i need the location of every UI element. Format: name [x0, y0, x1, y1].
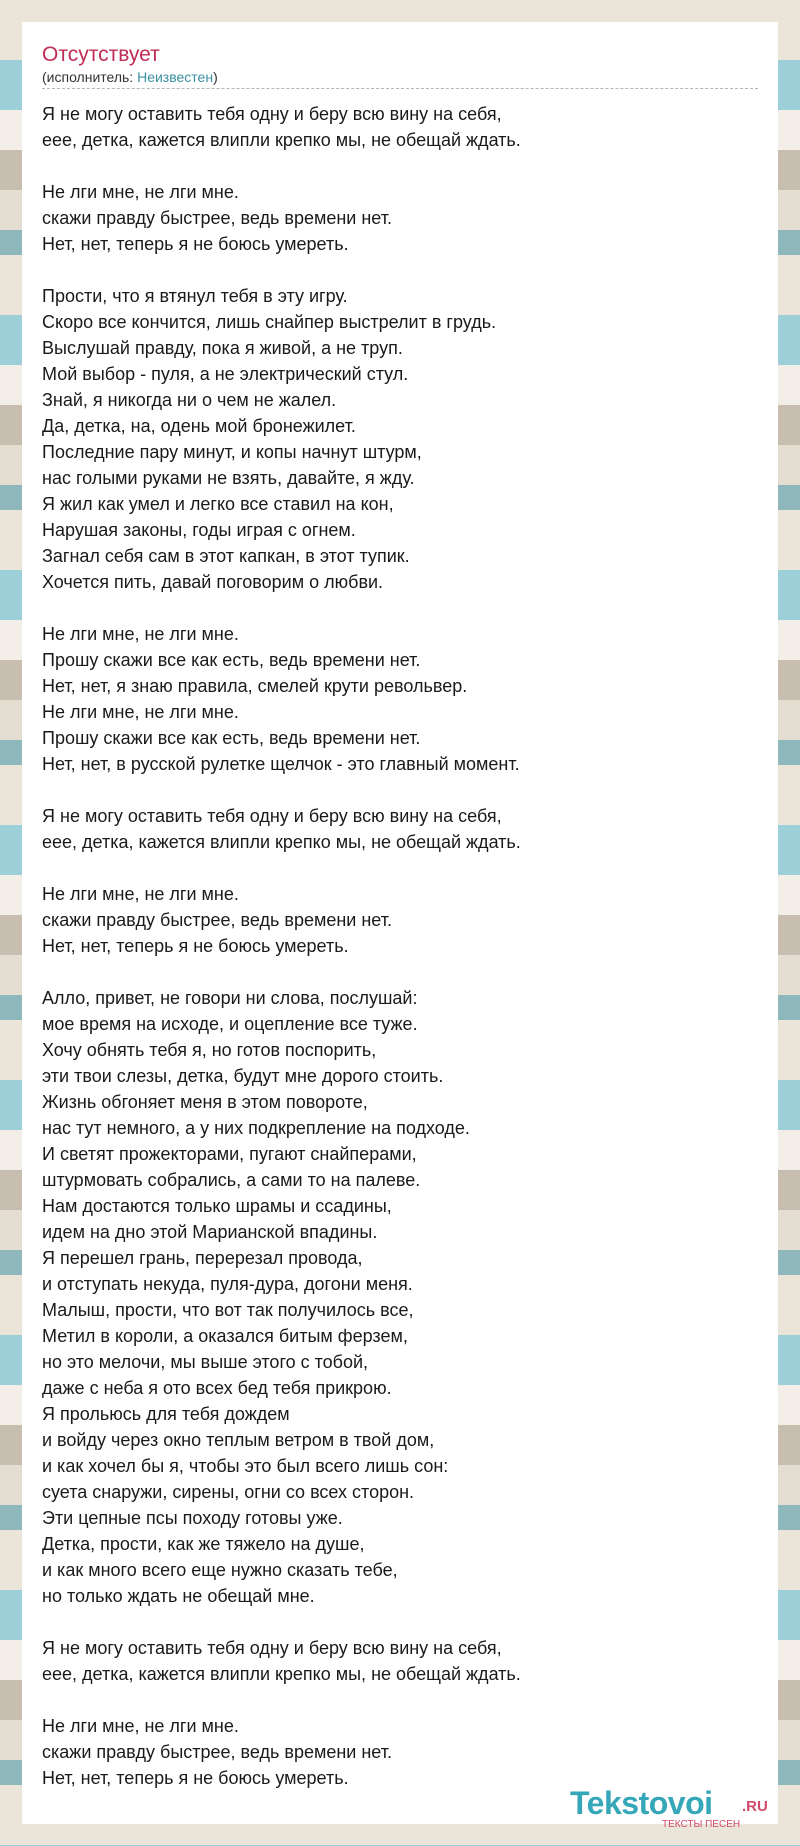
artist-suffix: ) [213, 69, 218, 85]
lyric-line: нас тут немного, а у них подкрепление на подходе. [42, 1118, 470, 1138]
lyric-line: Я прольюсь для тебя дождем [42, 1404, 290, 1424]
artist-line [42, 68, 758, 89]
lyric-line: Прости, что я втянул тебя в эту игру. [42, 286, 348, 306]
lyric-line: Эти цепные псы походу готовы уже. [42, 1508, 343, 1528]
lyric-line: Прошу скажи все как есть, ведь времени нет. [42, 728, 421, 748]
lyric-line: Не лги мне, не лги мне. [42, 1716, 239, 1736]
lyric-line: Хочется пить, давай поговорим о любви. [42, 572, 384, 592]
lyric-line: Метил в короли, а оказался битым ферзем, [42, 1326, 408, 1346]
lyric-line: Выслушай правду, пока я живой, а не труп. [42, 338, 403, 358]
lyric-line: Малыш, прости, что вот так получилось все, [42, 1300, 414, 1320]
artist-prefix: (исполнитель: [42, 69, 138, 85]
logo-tagline: ТЕКСТЫ ПЕСЕН [662, 1819, 741, 1830]
lyric-line: Я жил как умел и легко все ставил на кон, [42, 494, 394, 514]
lyric-line: Нет, нет, теперь я не боюсь умереть. [42, 1768, 349, 1788]
lyric-line: Я не могу оставить тебя одну и беру всю вину на себя, [42, 104, 502, 124]
lyric-line: Детка, прости, как же тяжело на душе, [42, 1534, 365, 1554]
stanza-gap [42, 257, 758, 283]
lyric-line: еее, детка, кажется влипли крепко мы, не обещай ждать. [42, 832, 521, 852]
lyric-line: штурмовать собрались, а сами то на палеве. [42, 1170, 421, 1190]
lyric-line: Да, детка, на, одень мой бронежилет. [42, 416, 356, 436]
lyric-line: но это мелочи, мы выше этого с тобой, [42, 1352, 369, 1372]
lyric-line: Нет, нет, в русской рулетке щелчок - это главный момент. [42, 754, 520, 774]
lyric-line: Нам достаются только шрамы и ссадины, [42, 1196, 392, 1216]
lyric-line: Хочу обнять тебя я, но готов поспорить, [42, 1040, 377, 1060]
stanza-gap [42, 153, 758, 179]
lyric-line: Нет, нет, я знаю правила, смелей крути револьвер. [42, 676, 468, 696]
lyric-line: Не лги мне, не лги мне. [42, 182, 239, 202]
stanza-gap [42, 855, 758, 881]
lyric-line: скажи правду быстрее, ведь времени нет. [42, 910, 392, 930]
lyric-line: Я не могу оставить тебя одну и беру всю вину на себя, [42, 1638, 502, 1658]
lyric-line: идем на дно этой Марианской впадины. [42, 1222, 378, 1242]
lyric-line: нас голыми руками не взять, давайте, я жду. [42, 468, 415, 488]
artist-link[interactable]: Неизвестен [137, 69, 214, 85]
lyric-line: и как много всего еще нужно сказать тебе, [42, 1560, 398, 1580]
lyric-line: Алло, привет, не говори ни слова, послушай: [42, 988, 418, 1008]
lyric-line: Я перешел грань, перерезал провода, [42, 1248, 363, 1268]
lyric-line: но только ждать не обещай мне. [42, 1586, 315, 1606]
lyric-line: и войду через окно теплым ветром в твой дом, [42, 1430, 435, 1450]
lyric-line: Нет, нет, теперь я не боюсь умереть. [42, 234, 349, 254]
stanza-gap [42, 1609, 758, 1635]
lyric-line: скажи правду быстрее, ведь времени нет. [42, 208, 392, 228]
lyric-line: мое время на исходе, и оцепление все туже. [42, 1014, 418, 1034]
lyric-line: суета снаружи, сирены, огни со всех сторон. [42, 1482, 415, 1502]
lyrics-body [42, 101, 758, 1791]
lyric-line: Я не могу оставить тебя одну и беру всю вину на себя, [42, 806, 502, 826]
lyric-line: еее, детка, кажется влипли крепко мы, не обещай ждать. [42, 1664, 521, 1684]
song-title: Отсутствует [42, 43, 160, 66]
logo-wordmark: Tekstovoi [570, 1785, 713, 1821]
lyric-line: Последние пару минут, и копы начнут штурм, [42, 442, 422, 462]
stanza-gap [42, 777, 758, 803]
logo-domain: .RU [742, 1798, 768, 1815]
lyric-line: и отступать некуда, пуля-дура, догони меня. [42, 1274, 413, 1294]
lyric-line: Нет, нет, теперь я не боюсь умереть. [42, 936, 349, 956]
lyric-line: И светят прожекторами, пугают снайперами, [42, 1144, 417, 1164]
lyric-line: Мой выбор - пуля, а не электрический стул. [42, 364, 409, 384]
lyric-line: еее, детка, кажется влипли крепко мы, не обещай ждать. [42, 130, 521, 150]
lyric-line: Прошу скажи все как есть, ведь времени нет. [42, 650, 421, 670]
lyric-line: Скоро все кончится, лишь снайпер выстрелит в грудь. [42, 312, 497, 332]
lyric-line: Не лги мне, не лги мне. [42, 624, 239, 644]
lyric-line: Загнал себя сам в этот капкан, в этот тупик. [42, 546, 410, 566]
lyric-line: и как хочел бы я, чтобы это был всего лишь сон: [42, 1456, 449, 1476]
lyric-line: Нарушая законы, годы играя с огнем. [42, 520, 356, 540]
stanza-gap [42, 1687, 758, 1713]
lyric-line: эти твои слезы, детка, будут мне дорого стоить. [42, 1066, 444, 1086]
stanza-gap [42, 595, 758, 621]
lyric-line: даже с неба я ото всех бед тебя прикрою. [42, 1378, 392, 1398]
lyric-line: скажи правду быстрее, ведь времени нет. [42, 1742, 392, 1762]
lyric-line: Жизнь обгоняет меня в этом повороте, [42, 1092, 368, 1112]
site-logo[interactable] [570, 1786, 770, 1830]
lyric-line: Не лги мне, не лги мне. [42, 884, 239, 904]
stanza-gap [42, 959, 758, 985]
lyric-line: Знай, я никогда ни о чем не жалел. [42, 390, 337, 410]
lyrics-card [22, 22, 778, 1824]
lyric-line: Не лги мне, не лги мне. [42, 702, 239, 722]
